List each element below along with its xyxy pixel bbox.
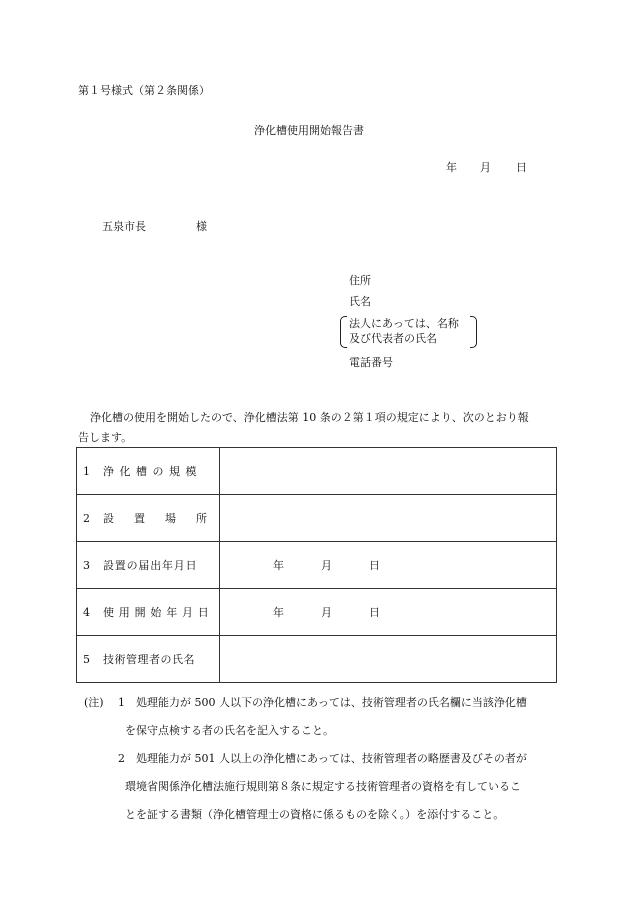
row-date-cell[interactable] — [220, 542, 557, 589]
row-label — [77, 636, 220, 683]
form-number: 第１号様式（第２条関係） — [78, 84, 210, 97]
page-title: 浄化槽使用開始報告書 — [254, 124, 364, 137]
row-label — [77, 589, 220, 636]
row-day: 日 — [369, 606, 380, 619]
note-text: 処理能力が 501 人以上の浄化槽にあっては、技術管理者の略歴書及びその者が — [136, 752, 527, 765]
notes-marker: (注) — [84, 696, 104, 709]
addressee-name: 五泉市長 — [102, 220, 146, 233]
address-label: 住所 — [349, 274, 371, 287]
row-year: 年 — [273, 606, 284, 619]
row-label — [77, 448, 220, 495]
row-value-cell[interactable] — [220, 448, 557, 495]
row-number: 4 — [83, 606, 90, 619]
row-value-cell[interactable] — [220, 636, 557, 683]
date-day: 日 — [516, 161, 527, 174]
row-month: 月 — [321, 606, 332, 619]
row-label-text: 使用開始年月日 — [103, 606, 214, 619]
row-label-text: 浄化槽の規模 — [103, 465, 202, 478]
addressee-honorific: 様 — [196, 220, 207, 233]
body-text-line1: 浄化槽の使用を開始したので、浄化槽法第 10 条の２第１項の規定により、次のとおり報 — [90, 411, 529, 424]
row-number: 3 — [83, 559, 90, 572]
note-number: 1 — [118, 696, 125, 709]
corporate-note-line2: 及び代表者の氏名 — [349, 332, 437, 345]
note-number: 2 — [118, 752, 125, 765]
date-year: 年 — [446, 161, 457, 174]
right-brace — [470, 316, 477, 348]
table-row — [77, 542, 557, 589]
row-label — [77, 495, 227, 542]
row-date-cell[interactable] — [220, 589, 557, 636]
corporate-note-line1: 法人にあっては、名称 — [349, 317, 459, 330]
row-number: 2 — [83, 512, 90, 525]
row-day: 日 — [369, 559, 380, 572]
name-label: 氏名 — [349, 295, 371, 308]
note-text: とを証する書類（浄化槽管理士の資格に係るものを除く。）を添付すること。 — [125, 808, 505, 821]
row-label-text: 設置の届出年月日 — [103, 559, 198, 572]
row-label-text: 技術管理者の氏名 — [103, 653, 195, 666]
row-year: 年 — [273, 559, 284, 572]
table-row — [77, 589, 557, 636]
table-row — [77, 495, 557, 542]
row-number: 5 — [83, 653, 90, 666]
row-month: 月 — [321, 559, 332, 572]
note-text: 処理能力が 500 人以下の浄化槽にあっては、技術管理者の氏名欄に当該浄化槽 — [136, 696, 527, 709]
note-text: を保守点検する者の氏名を記入すること。 — [125, 724, 334, 737]
row-label — [77, 542, 220, 589]
row-value-cell[interactable] — [220, 495, 557, 542]
date-month: 月 — [480, 161, 491, 174]
row-label-text: 設置場所 — [103, 512, 227, 525]
report-table — [76, 447, 557, 683]
table-row — [77, 448, 557, 495]
body-text-line2: 告します。 — [78, 431, 133, 444]
phone-label: 電話番号 — [349, 356, 393, 369]
note-text: 環境省関係浄化槽法施行規則第８条に規定する技術管理者の資格を有しているこ — [125, 780, 521, 793]
table-row — [77, 636, 557, 683]
left-brace — [340, 316, 347, 348]
row-number: 1 — [83, 465, 90, 478]
